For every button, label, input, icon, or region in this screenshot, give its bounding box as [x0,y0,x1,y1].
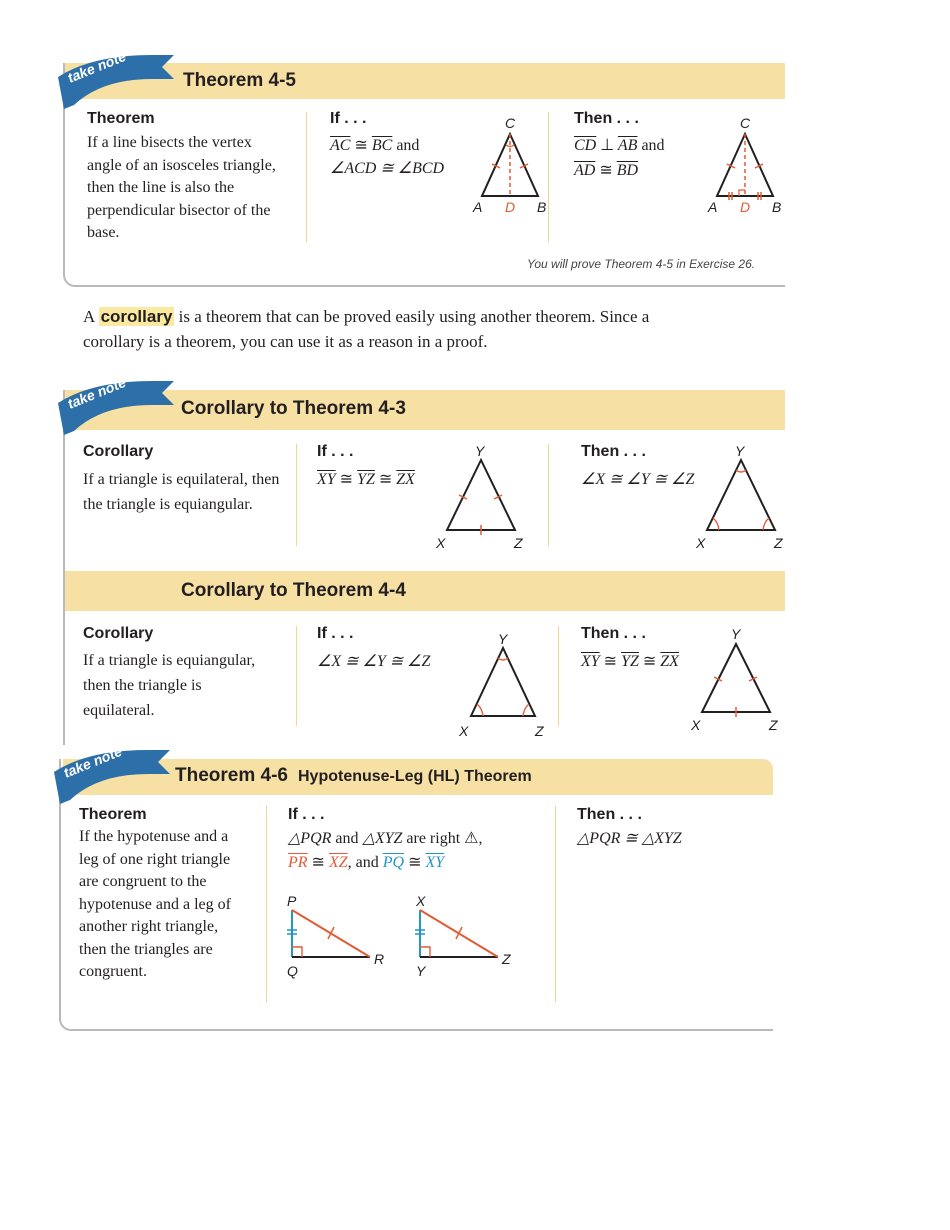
vertex-b-label: B [537,199,547,215]
then-label: Then . . . [574,110,639,127]
congruent-symbol: ≅ [311,854,325,871]
divider [306,112,307,242]
theorem-4-5-if-line1 [330,133,419,158]
vertex-y-label: Y [735,443,745,459]
vertex-c-label: C [740,115,751,131]
ribbon-text: take note [65,373,129,412]
congruent-symbol: ≅ [642,653,657,670]
vertex-x-label: X [696,535,706,551]
vertex-z-label: Z [769,717,778,733]
if-label: If . . . [317,443,354,460]
congruent-symbol: ≅ [603,653,618,670]
corollary-label: Corollary [83,443,154,460]
theorem-label: Theorem [79,806,147,823]
point-d-label: D [740,199,751,215]
then-label: Then . . . [581,625,646,642]
vertex-q-label: Q [287,963,298,979]
and-word: and [335,830,359,847]
segment-yz: $\overline{YZ}$ [357,471,375,488]
theorem-4-5-title: Theorem 4-5 [183,70,296,91]
segment-ad: $\overline{AD}$ [574,162,596,179]
theorem-4-6-statement: If the hypotenuse and a leg of one right triangle are congruent to the hypotenuse and a leg of another right triangle, then the triangles are congruent. [79,828,231,980]
segment-cd: $\overline{CD}$ [574,137,597,154]
corollary-4-4-if-math: ∠X ≅ ∠Y ≅ ∠Z [317,653,431,670]
vertex-z-label: Z [514,535,523,551]
vertex-x-label: X [436,535,446,551]
theorem-4-6-title-text: Theorem 4-6 [175,765,288,786]
perpendicular-symbol: ⊥ [600,137,615,154]
congruent-symbol: ≅ [339,471,354,488]
vertex-x-label: X [691,717,701,733]
segment-ac: $\overline{AC}$ [330,137,351,154]
vertex-x-label: X [459,723,469,739]
theorem-4-5-if-line2: ∠ACD ≅ ∠BCD [330,160,445,177]
vertex-y-label: Y [416,963,426,979]
corollary-4-3-then-math: ∠X ≅ ∠Y ≅ ∠Z [581,471,695,488]
vertex-y-label: Y [731,626,741,642]
theorem-4-6-subtitle: Hypotenuse-Leg (HL) Theorem [297,768,532,785]
vertex-x-label: X [416,893,426,909]
and-word: , and [347,854,379,871]
point-d-label: D [505,199,516,215]
isosceles-triangle-figure-1 [470,112,550,217]
vertex-z-label: Z [535,723,544,739]
theorem-label: Theorem [87,110,155,127]
segment-bd: $\overline{BD}$ [616,162,639,179]
congruent-symbol: ≅ [354,137,368,154]
right-triangle-pqr-figure [282,892,392,982]
theorem-4-5-then-line2 [574,158,638,183]
equiangular-triangle-figure-1 [455,624,555,742]
theorem-4-6-then-math: △PQR ≅ △XYZ [577,830,682,847]
corollary-definition-paragraph [83,304,703,354]
corollary-4-3-if-math [317,467,415,492]
triangle-pqr: △PQR [288,830,332,847]
triangle-xyz: △XYZ [362,830,403,847]
segment-xy: $\overline{XY}$ [317,471,336,488]
segment-yz: $\overline{YZ}$ [621,653,639,670]
theorem-4-5-then-line1 [574,133,665,158]
segment-xy: $\overline{XY}$ [425,854,445,871]
vertex-p-label: P [287,893,297,909]
congruent-symbol: ≅ [378,471,393,488]
corollary-label: Corollary [83,625,154,642]
take-note-ribbon-3 [48,742,178,807]
divider [548,444,549,546]
corollary-4-4-then-math [581,649,679,674]
equilateral-triangle-figure-3 [688,622,788,738]
theorem-4-6-if-line2 [288,850,444,875]
vertex-y-label: Y [498,631,508,647]
divider [296,626,297,726]
corollary-4-4-statement: If a triangle is equiangular, then the triangle is equilateral. [83,652,256,719]
vertex-y-label: Y [475,443,485,459]
triangles-symbol: ⚠, [464,830,483,847]
if-label: If . . . [330,110,367,127]
isosceles-triangle-figure-2 [705,112,790,217]
divider [555,806,556,1002]
paragraph-post: is a theorem that can be proved easily using another theorem. Since a corollary is a theorem, you can use it as a reason in a proof. [83,307,650,351]
vertex-a-label: A [708,199,718,215]
vertex-z-label: Z [774,535,783,551]
vertex-z-label: Z [502,951,511,967]
then-label: Then . . . [581,443,646,460]
vertex-b-label: B [772,199,782,215]
congruent-symbol: ≅ [408,854,422,871]
corollary-term: corollary [100,307,173,326]
vertex-a-label: A [473,199,483,215]
segment-xz: $\overline{XZ}$ [328,854,348,871]
if-label: If . . . [288,806,325,823]
and-word: and [641,137,665,154]
segment-pr: $\overline{PR}$ [288,854,308,871]
equilateral-triangle-figure-1 [433,440,533,552]
congruent-symbol: ≅ [599,162,613,179]
divider [296,444,297,546]
segment-zx: $\overline{ZX}$ [396,471,415,488]
proof-note: You will prove Theorem 4-5 in Exercise 26. [527,257,756,271]
divider [558,626,559,726]
equilateral-triangle-figure-2 [693,440,793,552]
theorem-4-6-title [175,765,532,787]
are-right-words: are right [406,830,461,847]
ribbon-text: take note [65,47,129,86]
vertex-r-label: R [374,951,385,967]
corollary-4-3-title: Corollary to Theorem 4-3 [181,398,406,419]
and-word: and [396,137,420,154]
take-note-ribbon-1 [52,47,182,112]
divider [548,112,549,242]
ribbon-text: take note [61,742,125,781]
segment-xy: $\overline{XY}$ [581,653,600,670]
right-triangle-xyz-figure [410,892,522,982]
corollary-4-3-statement: If a triangle is equilateral, then the triangle is equiangular. [83,471,280,513]
segment-zx: $\overline{ZX}$ [660,653,679,670]
then-label: Then . . . [577,806,642,823]
if-label: If . . . [317,625,354,642]
corollary-4-4-title: Corollary to Theorem 4-4 [181,580,406,601]
segment-ab: $\overline{AB}$ [617,137,638,154]
segment-bc: $\overline{BC}$ [371,137,393,154]
theorem-4-5-statement: If a line bisects the vertex angle of an isosceles triangle, then the line is also the perpendicular bisector of the base. [87,134,276,241]
divider [266,806,267,1002]
segment-pq: $\overline{PQ}$ [382,854,405,871]
take-note-ribbon-2 [52,373,182,438]
theorem-4-6-if-line1 [288,826,482,851]
paragraph-pre: A [83,307,99,326]
vertex-c-label: C [505,115,516,131]
